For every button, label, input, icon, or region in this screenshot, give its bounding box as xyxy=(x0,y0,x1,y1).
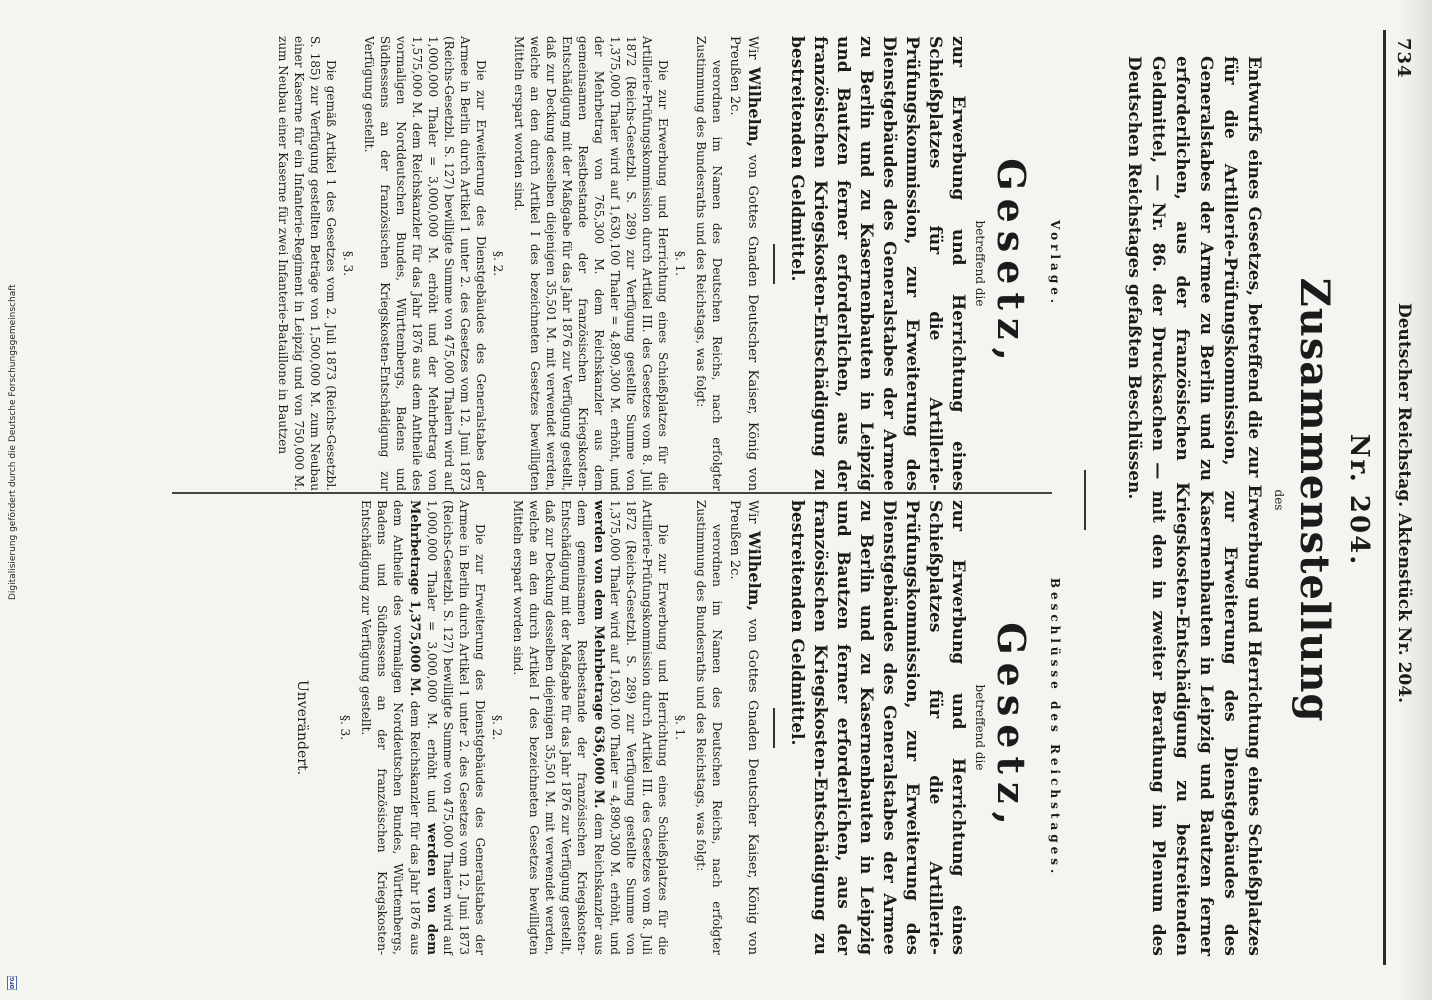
dfg-logo-icon xyxy=(1,976,23,990)
column-heading: Beschlüsse des Reichstages. xyxy=(1048,577,1062,878)
law-title: zur Erwerbung und Herrichtung eines Schießplatzes für die Artillerie-Prüfungskommission, zur Erweiterung des Dienstgebäudes des Generalstabes der Armee zu Berlin und zu Kasernenbauten in Leipzig und Bautzen ferner erforderlichen, aus der französischen Kriegskosten-Entschädigung zu bestreitenden Geldmittel. xyxy=(787,36,968,491)
enacting-formula xyxy=(725,500,763,955)
section-1-label: §. 1. xyxy=(673,250,687,277)
section-3-label: §. 3. xyxy=(338,714,352,741)
header-title: Deutscher Reichstag. Aktenstück Nr. 204. xyxy=(1394,302,1414,704)
betreffend-label: betreffend die xyxy=(973,220,987,307)
column-vorlage xyxy=(42,36,1062,491)
section-1-amendment: werden von dem Mehrbetrage 636,000 M. xyxy=(591,500,606,809)
section-2-amendment: werden von dem Mehrbetrage 1,375,000 M. xyxy=(407,500,439,956)
enacting-body: verordnen im Namen des Deutschen Reichs, nach erfolgter Zustimmung des Bundesraths und des Reichstags, was folgt: xyxy=(694,36,724,491)
page-number: 734 xyxy=(1393,38,1414,79)
betreffend-label: betreffend die xyxy=(973,684,987,771)
wir-word: Wir xyxy=(745,500,760,524)
short-rule xyxy=(773,244,775,284)
section-1-text xyxy=(510,500,671,955)
column-heading: Vorlage. xyxy=(1048,219,1062,308)
section-3-label: §. 3. xyxy=(341,250,355,277)
section-2-text xyxy=(358,500,488,955)
section-1-text: Die zur Erwerbung und Herrichtung eines Schießplatzes für die Artillerie-Prüfungskommission durch Artikel III. des Gesetzes vom 8. Juli 1872 (Reichs-Gesetzbl. S. 289) zur Verfügung gestellte Summe von 1,375,000 Thaler wird auf 1,630,100 Thaler = 4,890,300 M. erhöht, und der Mehrbetrag von 765,300 M. dem Reichskanzler aus dem gemeinsamen Restbestande der französischen Kriegskosten-Entschädigung mit der Maßgabe für das Jahr 1876 zur Verfügung gestellt, daß zur Deckung desselben diejenigen 35,501 M. mit verwendet werden, welche an den durch Artikel I des bezeichneten Gesetzes bewilligten Mitteln erspart worden sind. xyxy=(512,36,670,491)
funding-credit xyxy=(6,210,20,600)
section-2-label: §. 2. xyxy=(490,714,504,741)
section-2-text-a: Die zur Erweiterung des Dienstgebäudes des Generalstabes der Armee in Berlin durch Artikel 1 unter 2. des Gesetzes vom 12. Juni 1873 (Reichs-Gesetzbl. S. 127) bewilligte Summe von 475,000 Thalern wird auf 1,000,000 Thaler = 3,000,000 M. erhöht und xyxy=(425,500,487,955)
column-beschluesse xyxy=(42,500,1062,955)
dfg-logo-text: DFG xyxy=(10,977,17,989)
short-rule xyxy=(773,708,775,748)
credit-text: Digitalisierung gefördert durch die Deutsche Forschungsgemeinschaft xyxy=(8,284,18,600)
gesetz-heading: Gesetz, xyxy=(989,158,1034,369)
law-title: zur Erwerbung und Herrichtung eines Schießplatzes für die Artillerie-Prüfungskommission, zur Erweiterung des Dienstgebäudes des Generalstabes der Armee zu Berlin und zu Kasernenbauten in Leipzig und Bautzen ferner erforderlichen, aus der französischen Kriegskosten-Entschädigung zu bestreitenden Geldmittel. xyxy=(787,500,968,955)
section-2-label: §. 2. xyxy=(491,250,505,277)
page-title: Zusammenstellung xyxy=(1291,277,1338,723)
section-2-text-c: dem Reichskanzler für das Jahr 1876 aus dem Antheile des vormaligen Norddeutschen Bundes, Württembergs, Badens und Südhessens an der französischen Kriegskosten-Entschädigung zur Verfügung gestellt. xyxy=(359,500,422,955)
section-separator xyxy=(1084,470,1086,530)
emperor-name: Wilhelm, xyxy=(745,530,764,612)
wir-word: Wir xyxy=(745,36,760,60)
section-3-text: Die gemäß Artikel 1 des Gesetzes vom 2. Juli 1873 (Reichs-Gesetzbl. S. 185) zur Verfügung gestellten Beträge von 1,500,000 M. zum Neubau einer Kaserne für ein Infanterie-Regiment in Leipzig und von 750,000 M. zum Neubau einer Kaserne für zwei Infanterie-Bataillone in Bautzen xyxy=(276,36,338,491)
emperor-title: von Gottes Gnaden Deutscher Kaiser, König von Preußen 2c. xyxy=(727,36,760,491)
column-divider xyxy=(172,492,1052,494)
section-1-text-a: Die zur Erwerbung und Herrichtung eines Schießplatzes für die Artillerie-Prüfungskommission durch Artikel III. des Gesetzes vom 8. Juli 1872 (Reichs-Gesetzbl. S. 289) zur Verfügung gestellte Summe von 1,375,000 Thaler wird auf 1,630,100 Thaler = 4,890,300 M. erhöht, und xyxy=(608,500,670,955)
header-rule xyxy=(1383,30,1386,965)
enacting-formula xyxy=(725,36,763,491)
section-2-text: Die zur Erweiterung des Dienstgebäudes des Generalstabes der Armee in Berlin durch Artikel 1 unter 2. des Gesetzes vom 12. Juni 1873 (Reichs-Gesetzbl. S. 127) bewilligte Summe von 475,000 Thalern wird auf 1,000,000 Thaler = 3,000,000 M. erhöht und der Mehrbetrag von 1,575,000 M. dem Reichskanzler für das Jahr 1876 aus dem Antheile des vormaligen Norddeutschen Bundes, Württembergs, Badens und Südhessens an der französischen Kriegskosten-Entschädigung zur Verfügung gestellt. xyxy=(362,36,488,491)
document-number: Nr. 204. xyxy=(1344,433,1374,567)
running-header xyxy=(1386,38,1414,968)
gesetz-heading: Gesetz, xyxy=(989,622,1034,833)
enacting-body: verordnen im Namen des Deutschen Reichs, nach erfolgter Zustimmung des Bundesraths und des Reichstags, was folgt: xyxy=(694,500,724,955)
title-connector: des xyxy=(1272,489,1286,511)
emperor-title: von Gottes Gnaden Deutscher Kaiser, König von Preußen 2c. xyxy=(727,500,760,955)
unchanged-note: Unverändert. xyxy=(294,679,310,776)
section-1-label: §. 1. xyxy=(673,714,687,741)
emperor-name: Wilhelm, xyxy=(745,66,764,148)
section-1-text-c: dem Reichskanzler aus dem gemeinsamen Restbestande der französischen Kriegskosten-Entschädigung mit der Maßgabe für das Jahr 1876 zur Verfügung gestellt, daß zur Deckung desselben diejenigen 35,501 M. mit verwendet werden, welche an den durch Artikel I des bezeichneten Gesetzes bewilligten Mitteln erspart worden sind. xyxy=(511,500,606,955)
intro-paragraph: Entwurfs eines Gesetzes, betreffend die zur Erwerbung und Herrichtung eines Schießplatzes für die Artillerie-Prüfungskommission, zur Erweiterung des Dienstgebäudes des Generalstabes der Armee zu Berlin und zu Kasernenbauten in Leipzig und Bautzen ferner erforderlichen, aus der französischen Kriegskosten-Entschädigung zu bestreitenden Geldmittel, — Nr. 86. der Drucksachen — mit den in zweiter Berathung im Plenum des Deutschen Reichstages gefaßten Beschlüssen. xyxy=(1124,56,1264,956)
